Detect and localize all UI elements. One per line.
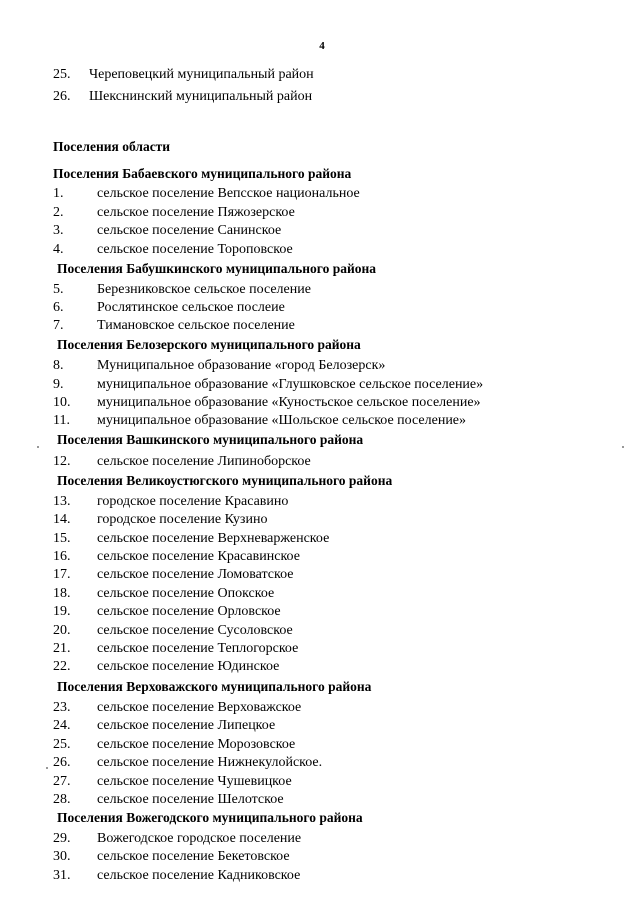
- item-text: сельское поселение Юдинское: [97, 659, 280, 674]
- item-text: муниципальное образование «Глушковское сельское поселение»: [97, 377, 484, 392]
- item-number: 2.: [53, 205, 64, 220]
- group-heading: Поселения Белозерского муниципального района: [57, 337, 361, 352]
- item-text: сельское поселение Пяжозерское: [97, 205, 295, 220]
- item-text: Березниковское сельское поселение: [97, 282, 311, 297]
- item-number: 30.: [53, 849, 71, 864]
- item-number: 27.: [53, 774, 71, 789]
- item-number: 13.: [53, 494, 71, 509]
- group-heading: Поселения Вожегодского муниципального района: [57, 810, 363, 825]
- item-text: сельское поселение Чушевицкое: [97, 774, 292, 789]
- item-number: 10.: [53, 395, 71, 410]
- scan-speck: [46, 767, 48, 769]
- item-number: 31.: [53, 868, 71, 883]
- item-number: 11.: [53, 413, 70, 428]
- item-number: 23.: [53, 700, 71, 715]
- item-text: сельское поселение Орловское: [97, 604, 281, 619]
- item-number: 26.: [53, 755, 71, 770]
- item-number: 1.: [53, 186, 64, 201]
- group-heading: Поселения Верховажского муниципального района: [57, 679, 372, 694]
- item-number: 14.: [53, 512, 71, 527]
- item-text: сельское поселение Морозовское: [97, 737, 296, 752]
- item-text: городское поселение Красавино: [97, 494, 289, 509]
- scan-speck: [622, 446, 624, 448]
- item-text: сельское поселение Верховажское: [97, 700, 302, 715]
- item-text: сельское поселение Опокское: [97, 586, 275, 601]
- item-number: 17.: [53, 567, 71, 582]
- item-number: 12.: [53, 454, 71, 469]
- item-text: Рослятинское сельское послеие: [97, 300, 285, 315]
- group-heading: Поселения Вашкинского муниципального района: [57, 432, 364, 447]
- item-text: сельское поселение Тороповское: [97, 242, 293, 257]
- item-number: 9.: [53, 377, 64, 392]
- item-text: сельское поселение Шелотское: [97, 792, 284, 807]
- scan-speck: [37, 446, 39, 448]
- item-text: сельское поселение Липецкое: [97, 718, 276, 733]
- group-heading: Поселения Великоустюгского муниципального района: [57, 473, 393, 488]
- item-number: 21.: [53, 641, 71, 656]
- group-heading: Поселения Бабаевского муниципального района: [53, 166, 352, 181]
- section-title: Поселения области: [53, 139, 171, 154]
- item-text: городское поселение Кузино: [97, 512, 268, 527]
- item-number: 22.: [53, 659, 71, 674]
- item-number: 25.: [53, 737, 71, 752]
- group-heading: Поселения Бабушкинского муниципального района: [57, 261, 377, 276]
- item-number: 8.: [53, 358, 64, 373]
- item-text: сельское поселение Санинское: [97, 223, 282, 238]
- item-number: 6.: [53, 300, 64, 315]
- item-number: 25.: [53, 67, 71, 82]
- item-number: 28.: [53, 792, 71, 807]
- item-number: 24.: [53, 718, 71, 733]
- item-text: муниципальное образование «Куностьское сельское поселение»: [97, 395, 481, 410]
- item-text: сельское поселение Бекетовское: [97, 849, 290, 864]
- item-number: 29.: [53, 831, 71, 846]
- item-number: 26.: [53, 89, 71, 104]
- item-number: 3.: [53, 223, 64, 238]
- item-text: сельское поселение Красавинское: [97, 549, 300, 564]
- item-text: сельское поселение Нижнекулойское.: [97, 755, 323, 770]
- item-number: 18.: [53, 586, 71, 601]
- item-number: 19.: [53, 604, 71, 619]
- item-number: 15.: [53, 531, 71, 546]
- page-number: 4: [319, 40, 325, 52]
- item-text: муниципальное образование «Шольское сельское поселение»: [97, 413, 467, 428]
- item-text: сельское поселение Теплогорское: [97, 641, 299, 656]
- item-text: Череповецкий муниципальный район: [89, 67, 314, 82]
- item-number: 16.: [53, 549, 71, 564]
- item-text: сельское поселение Верхневарженское: [97, 531, 330, 546]
- item-text: сельское поселение Вепсское национальное: [97, 186, 360, 201]
- item-text: Муниципальное образование «город Белозерск»: [97, 358, 386, 373]
- item-text: Шекснинский муниципальный район: [89, 89, 313, 104]
- item-number: 20.: [53, 623, 71, 638]
- item-number: 7.: [53, 318, 64, 333]
- item-text: Тимановское сельское поселение: [97, 318, 295, 333]
- item-number: 4.: [53, 242, 64, 257]
- item-text: сельское поселение Сусоловское: [97, 623, 293, 638]
- item-text: сельское поселение Кадниковское: [97, 868, 301, 883]
- item-text: Вожегодское городское поселение: [97, 831, 302, 846]
- item-number: 5.: [53, 282, 64, 297]
- item-text: сельское поселение Липиноборское: [97, 454, 311, 469]
- item-text: сельское поселение Ломоватское: [97, 567, 294, 582]
